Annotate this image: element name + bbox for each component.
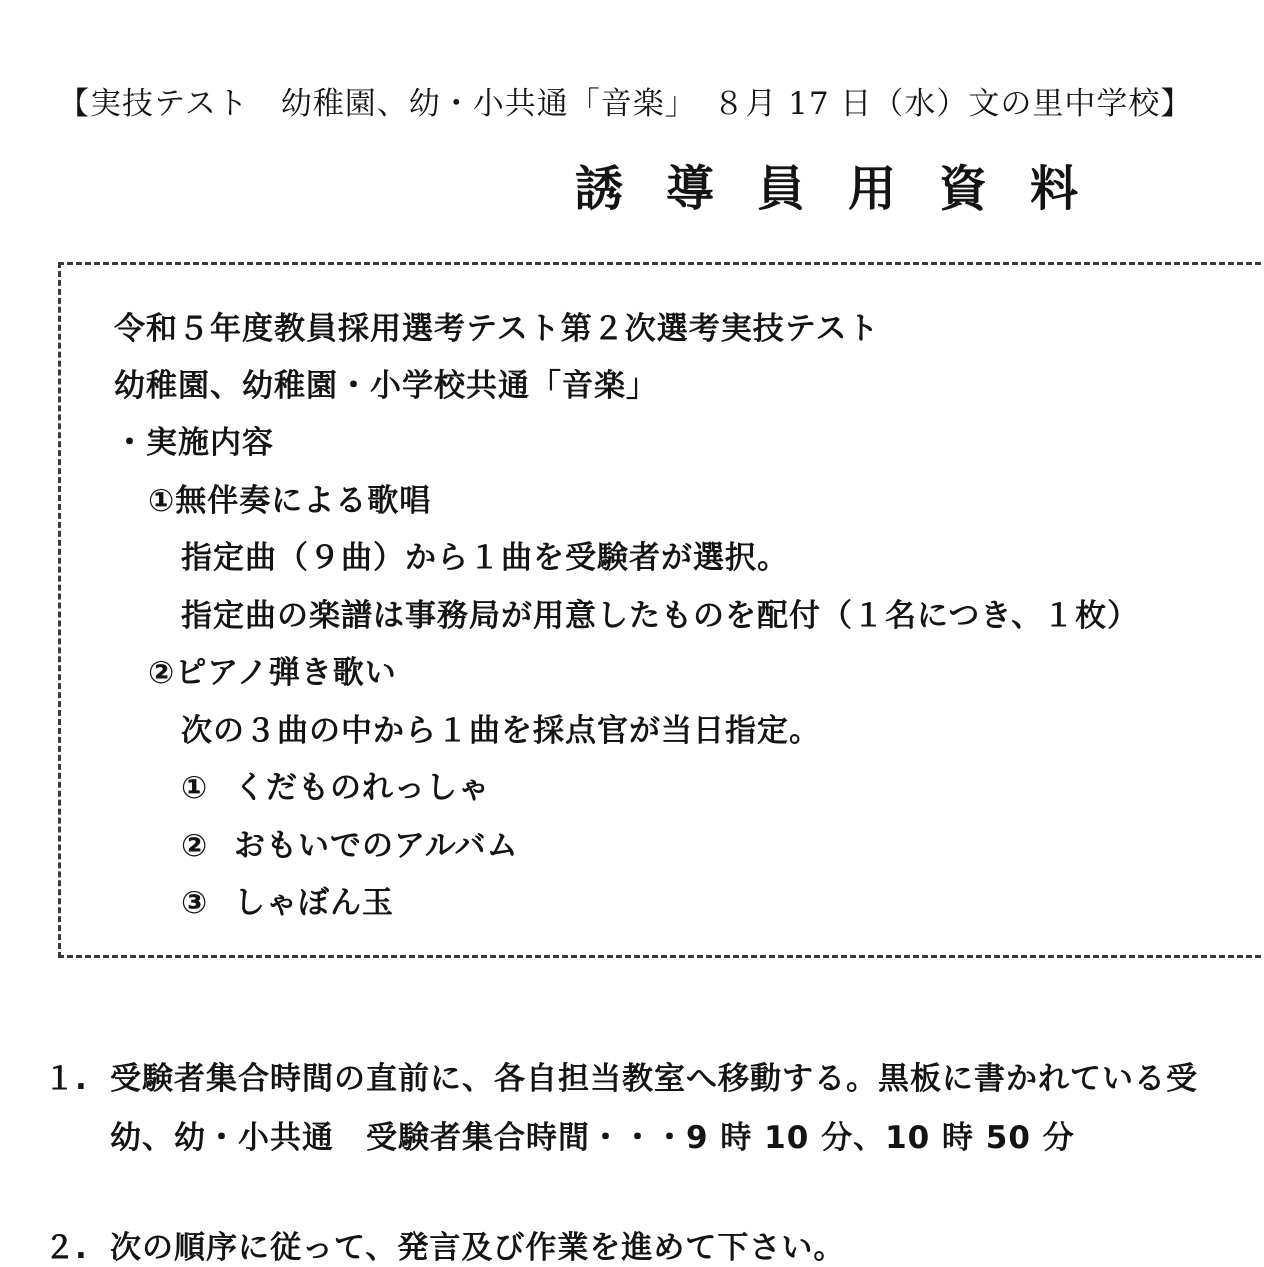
song-number: ③	[181, 885, 209, 921]
instruction-1-subtext: 幼、幼・小共通 受験者集合時間・・・9 時 10 分、10 時 50 分	[110, 1120, 1075, 1156]
exam-info-box	[58, 262, 1264, 958]
content-heading: ・実施内容	[114, 425, 274, 461]
item1-title: ①無伴奏による歌唱	[148, 483, 432, 519]
instruction-2-text: 次の順序に従って、発言及び作業を進めて下さい。	[110, 1230, 846, 1266]
song-title: しゃぼん玉	[234, 885, 395, 921]
song-item	[181, 820, 519, 865]
song-number: ②	[181, 828, 209, 864]
document-title: 誘導員用資料	[575, 161, 1122, 217]
instruction-1-number: １.	[44, 1061, 87, 1097]
song-item	[181, 877, 394, 922]
instruction-2	[44, 1222, 87, 1267]
song-item	[181, 762, 490, 807]
exam-header-line: 【実技テスト 幼稚園、幼・小共通「音楽」 ８月 17 日（水）文の里中学校】	[58, 86, 1193, 122]
instruction-1	[44, 1053, 87, 1098]
song-title: おもいでのアルバム	[234, 828, 519, 864]
instruction-2-number: ２.	[44, 1230, 87, 1266]
song-number: ①	[181, 770, 209, 806]
exam-name: 令和５年度教員採用選考テスト第２次選考実技テスト	[114, 311, 880, 347]
exam-subject: 幼稚園、幼稚園・小学校共通「音楽」	[114, 368, 658, 404]
item2-title: ②ピアノ弾き歌い	[148, 655, 397, 691]
song-title: くだものれっしゃ	[234, 770, 491, 806]
instruction-1-text: 受験者集合時間の直前に、各自担当教室へ移動する。黒板に書かれている受	[110, 1061, 1198, 1097]
item1-desc2: 指定曲の楽譜は事務局が用意したものを配付（１名につき、１枚）	[181, 598, 1140, 634]
item2-desc: 次の３曲の中から１曲を採点官が当日指定。	[181, 713, 821, 749]
item1-desc1: 指定曲（９曲）から１曲を受験者が選択。	[181, 540, 789, 576]
